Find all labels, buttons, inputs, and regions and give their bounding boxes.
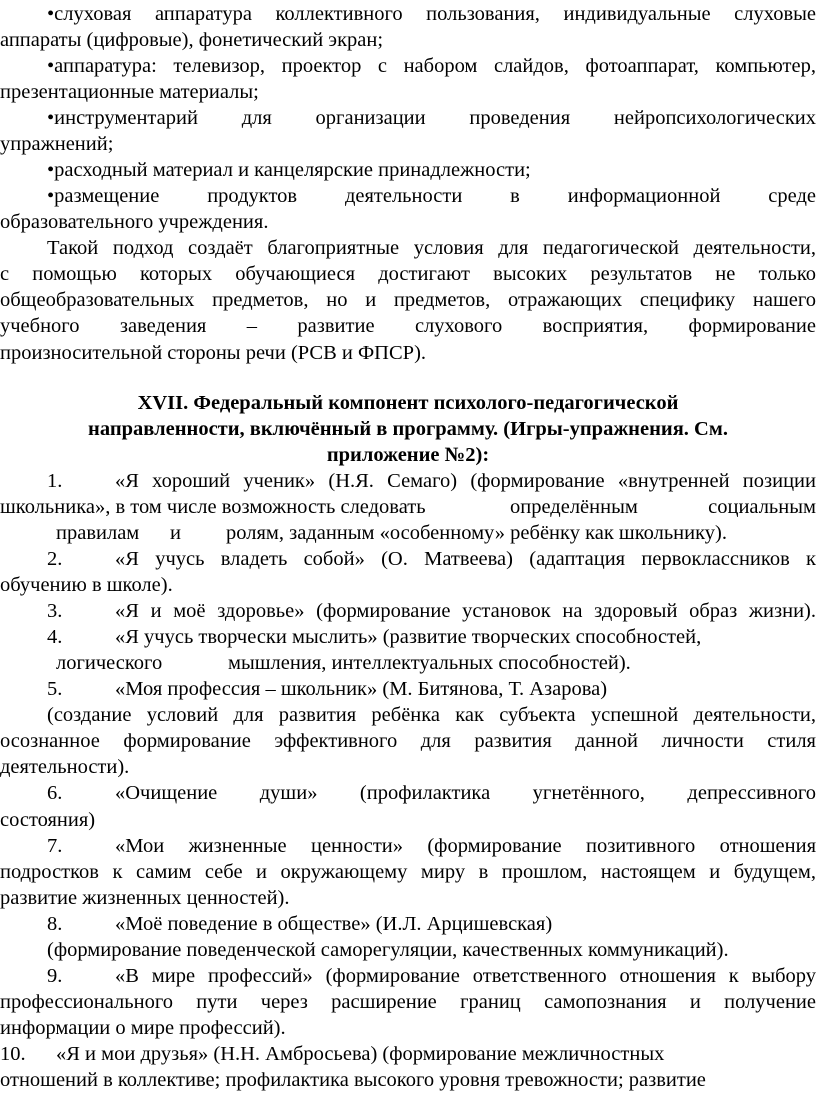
item-number: 3.	[47, 600, 63, 623]
list-item-continuation: профессионального пути через расширение границ самопознания и получение	[0, 990, 816, 1013]
paragraph-line-1: Такой подход создаёт благоприятные условия для педагогической деятельности,	[47, 237, 816, 260]
item-number: 1.	[47, 469, 63, 492]
list-item-continuation: деятельности).	[0, 756, 130, 779]
list-item	[0, 1041, 816, 1068]
list-item	[0, 546, 816, 573]
item-text-part: социальным	[708, 495, 816, 518]
list-item-continuation: развитие жизненных ценностей).	[0, 886, 290, 909]
item-text-part: школьника», в том числе возможность следовать	[0, 495, 426, 518]
list-item	[0, 833, 816, 860]
bullet-2-line-2: презентационные материалы;	[0, 81, 259, 104]
item-number: 7.	[47, 834, 63, 857]
item-number: 8.	[47, 912, 63, 935]
paragraph-line-2: с помощью которых обучающиеся достигают высоких результатов не только	[0, 263, 816, 286]
item-number: 4.	[47, 626, 63, 649]
bullet-4-line-1: •расходный материал и канцелярские принадлежности;	[47, 159, 531, 182]
item-number: 9.	[47, 964, 63, 987]
item-text-part: и	[170, 522, 181, 545]
list-item-continuation	[0, 494, 816, 521]
list-item	[0, 624, 816, 651]
paragraph-line-5: произносительной стороны речи (РСВ и ФПСР).	[0, 341, 427, 364]
list-item-continuation: подростков к самим себе и окружающему миру в прошлом, настоящем и будущем,	[0, 860, 816, 883]
bullet-1-line-2: аппараты (цифровые), фонетический экран;	[0, 28, 384, 51]
bullet-5-line-2: образовательного учреждения.	[0, 211, 269, 234]
item-text: «В мире профессий» (формирование ответственного отношения к выбору	[115, 964, 816, 987]
item-number: 2.	[47, 548, 63, 571]
list-item	[0, 911, 816, 938]
item-text-part: определённым	[510, 495, 638, 518]
list-item-continuation: (создание условий для развития ребёнка как субъекта успешной деятельности,	[47, 704, 816, 727]
list-item-continuation: осознанное формирование эффективного для развития данной личности стиля	[0, 730, 816, 753]
bullet-5-line-1: •размещение продуктов деятельности в информационной среде	[47, 185, 816, 208]
section-heading-line-2: направленности, включённый в программу. (Игры-упражнения. См.	[88, 417, 728, 440]
item-text: «Моё поведение в обществе» (И.Л. Арцишевская)	[115, 912, 553, 935]
list-item-continuation: отношений в коллективе; профилактика высокого уровня тревожности; развитие	[0, 1069, 706, 1091]
list-item	[0, 676, 816, 703]
section-heading-line-1: XVII. Федеральный компонент психолого-педагогической	[137, 391, 679, 414]
list-item-continuation: обучению в школе).	[0, 574, 173, 597]
list-item-continuation	[0, 650, 816, 677]
list-item-continuation: состояния)	[0, 808, 96, 831]
item-text: «Я хороший ученик» (Н.Я. Семаго) (формирование «внутренней позиции	[115, 469, 816, 492]
item-text: «Моя профессия – школьник» (М. Битянова, Т. Азарова)	[115, 678, 608, 701]
section-heading-line-3: приложение №2):	[326, 443, 490, 466]
list-item-continuation	[0, 520, 816, 547]
item-text: «Я и моё здоровье» (формирование установок на здоровый образ жизни).	[115, 600, 816, 623]
list-item	[0, 780, 816, 807]
item-text: «Я учусь владеть собой» (О. Матвеева) (адаптация первоклассников к	[115, 548, 816, 571]
item-text-part: ролям, заданным «особенному» ребёнку как школьнику).	[226, 522, 727, 545]
list-item-continuation: (формирование поведенческой саморегуляции, качественных коммуникаций).	[47, 938, 729, 961]
item-text: «Мои жизненные ценности» (формирование позитивного отношения	[115, 834, 816, 857]
item-number: 10.	[0, 1042, 26, 1065]
paragraph-line-4: учебного заведения – развитие слухового восприятия, формирование	[0, 315, 816, 338]
bullet-1-line-1: •слуховая аппаратура коллективного пользования, индивидуальные слуховые	[47, 2, 816, 25]
item-number: 5.	[47, 678, 63, 701]
list-item-continuation: информации о мире профессий).	[0, 1016, 286, 1039]
item-text: «Я и мои друзья» (Н.Н. Амбросьева) (формирование межличностных	[56, 1042, 665, 1065]
item-text: «Очищение души» (профилактика угнетённого, депрессивного	[115, 782, 816, 805]
item-number: 6.	[47, 782, 63, 805]
item-text-part: мышления, интеллектуальных способностей).	[228, 652, 631, 675]
item-text-part: логического	[56, 652, 163, 675]
list-item	[0, 963, 816, 990]
bullet-3-line-1: •инструментарий для организации проведения нейропсихологических	[47, 107, 816, 130]
item-text-part: правилам	[56, 522, 140, 545]
bullet-3-line-2: упражнений;	[0, 133, 114, 156]
list-item	[0, 468, 816, 495]
list-item	[0, 598, 816, 625]
bullet-2-line-1: •аппаратура: телевизор, проектор с набором слайдов, фотоаппарат, компьютер,	[47, 54, 816, 77]
paragraph-line-3: общеобразовательных предметов, но и предметов, отражающих специфику нашего	[0, 289, 816, 312]
item-text: «Я учусь творчески мыслить» (развитие творческих способностей,	[115, 626, 702, 649]
